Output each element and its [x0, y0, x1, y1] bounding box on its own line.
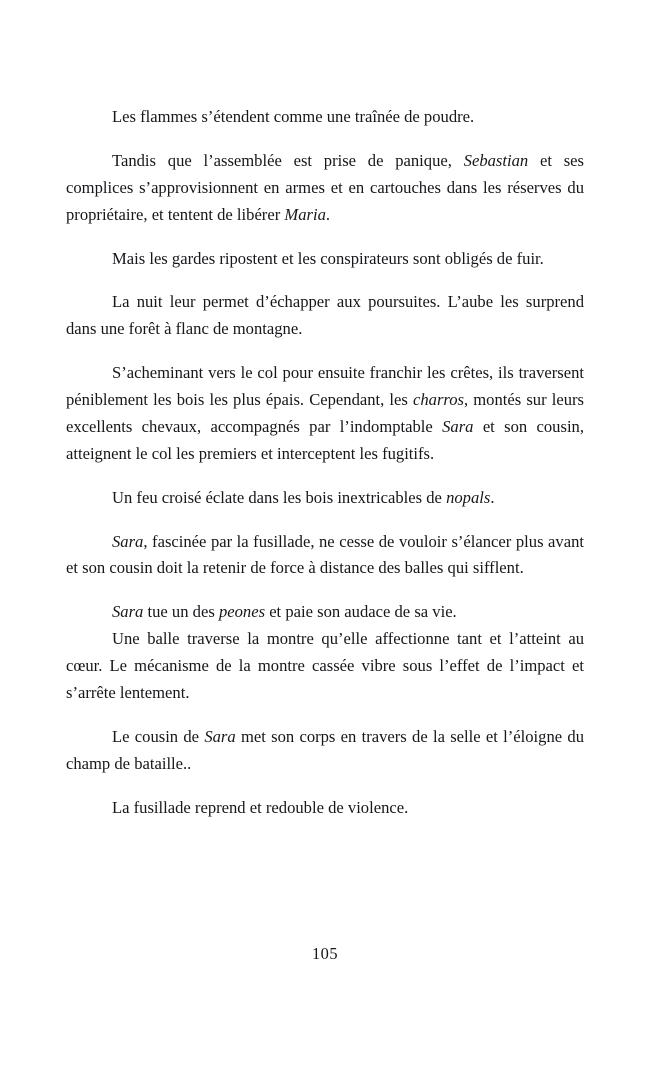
paragraph [66, 148, 584, 229]
text-run: La nuit leur permet d’échapper aux poursuites. L’aube les surprend dans une forêt à flanc de montagne. [66, 292, 584, 339]
italic-run: Sara [112, 531, 144, 551]
paragraph [66, 485, 584, 512]
text-run: et ses complices s’approvisionnent en armes et en cartouches dans les réserves du propriétaire, et tentent de libérer [66, 150, 584, 224]
text-run: Mais les gardes ripostent et les conspirateurs sont obligés de fuir. [112, 248, 544, 268]
text-run: Une balle traverse la montre qu’elle affectionne tant et l’atteint au cœur. Le mécanisme de la montre cassée vibre sous l’effet de l’impact et s’arrête lentement. [66, 629, 584, 702]
paragraph [66, 724, 584, 778]
italic-run: Maria [284, 204, 326, 224]
italic-run: Sara [442, 416, 474, 436]
paragraph [66, 360, 584, 468]
text-run: . [490, 487, 495, 507]
page-body [66, 104, 584, 821]
text-run: Un feu croisé éclate dans les bois inextricables de [112, 487, 447, 507]
text-run: Le cousin de [112, 726, 205, 746]
paragraph [66, 599, 584, 626]
text-run: , montés sur leurs excellents chevaux, accompagnés par l’indomptable [66, 390, 584, 436]
text-run: tue un des [143, 602, 219, 622]
text-run: et son cousin, atteignent le col les premiers et interceptent les fugitifs. [66, 416, 584, 463]
text-run: Tandis que l’assemblée est prise de panique, [112, 150, 464, 170]
text-run: , fascinée par la fusillade, ne cesse de vouloir s’élancer plus avant et son cousin doit la retenir de force à distance des balles qui sifflent. [66, 531, 584, 578]
paragraph [66, 529, 584, 583]
italic-run: charros [412, 390, 464, 409]
paragraph [66, 246, 584, 273]
italic-run: peones [218, 602, 266, 622]
paragraph [66, 795, 584, 822]
paragraph [66, 626, 584, 707]
italic-run: Sara [112, 602, 144, 622]
text-run: S’acheminant vers le col pour ensuite franchir les crêtes, ils traversent péniblement les bois les plus épais. Cependant, les [66, 363, 584, 409]
italic-run: nopals [446, 487, 491, 507]
page-number: 105 [311, 944, 339, 963]
text-run: La fusillade reprend et redouble de violence. [112, 797, 409, 817]
paragraph [66, 289, 584, 343]
italic-run: Sara [204, 726, 236, 746]
paragraph [66, 104, 584, 131]
text-run: . [325, 204, 331, 224]
text-run: Les flammes s’étendent comme une traînée de poudre. [112, 107, 475, 126]
italic-run: Sebastian [463, 150, 529, 170]
text-run: et paie son audace de sa vie. [265, 602, 457, 622]
text-run: met son corps en travers de la selle et l’éloigne du champ de bataille.. [66, 726, 584, 773]
